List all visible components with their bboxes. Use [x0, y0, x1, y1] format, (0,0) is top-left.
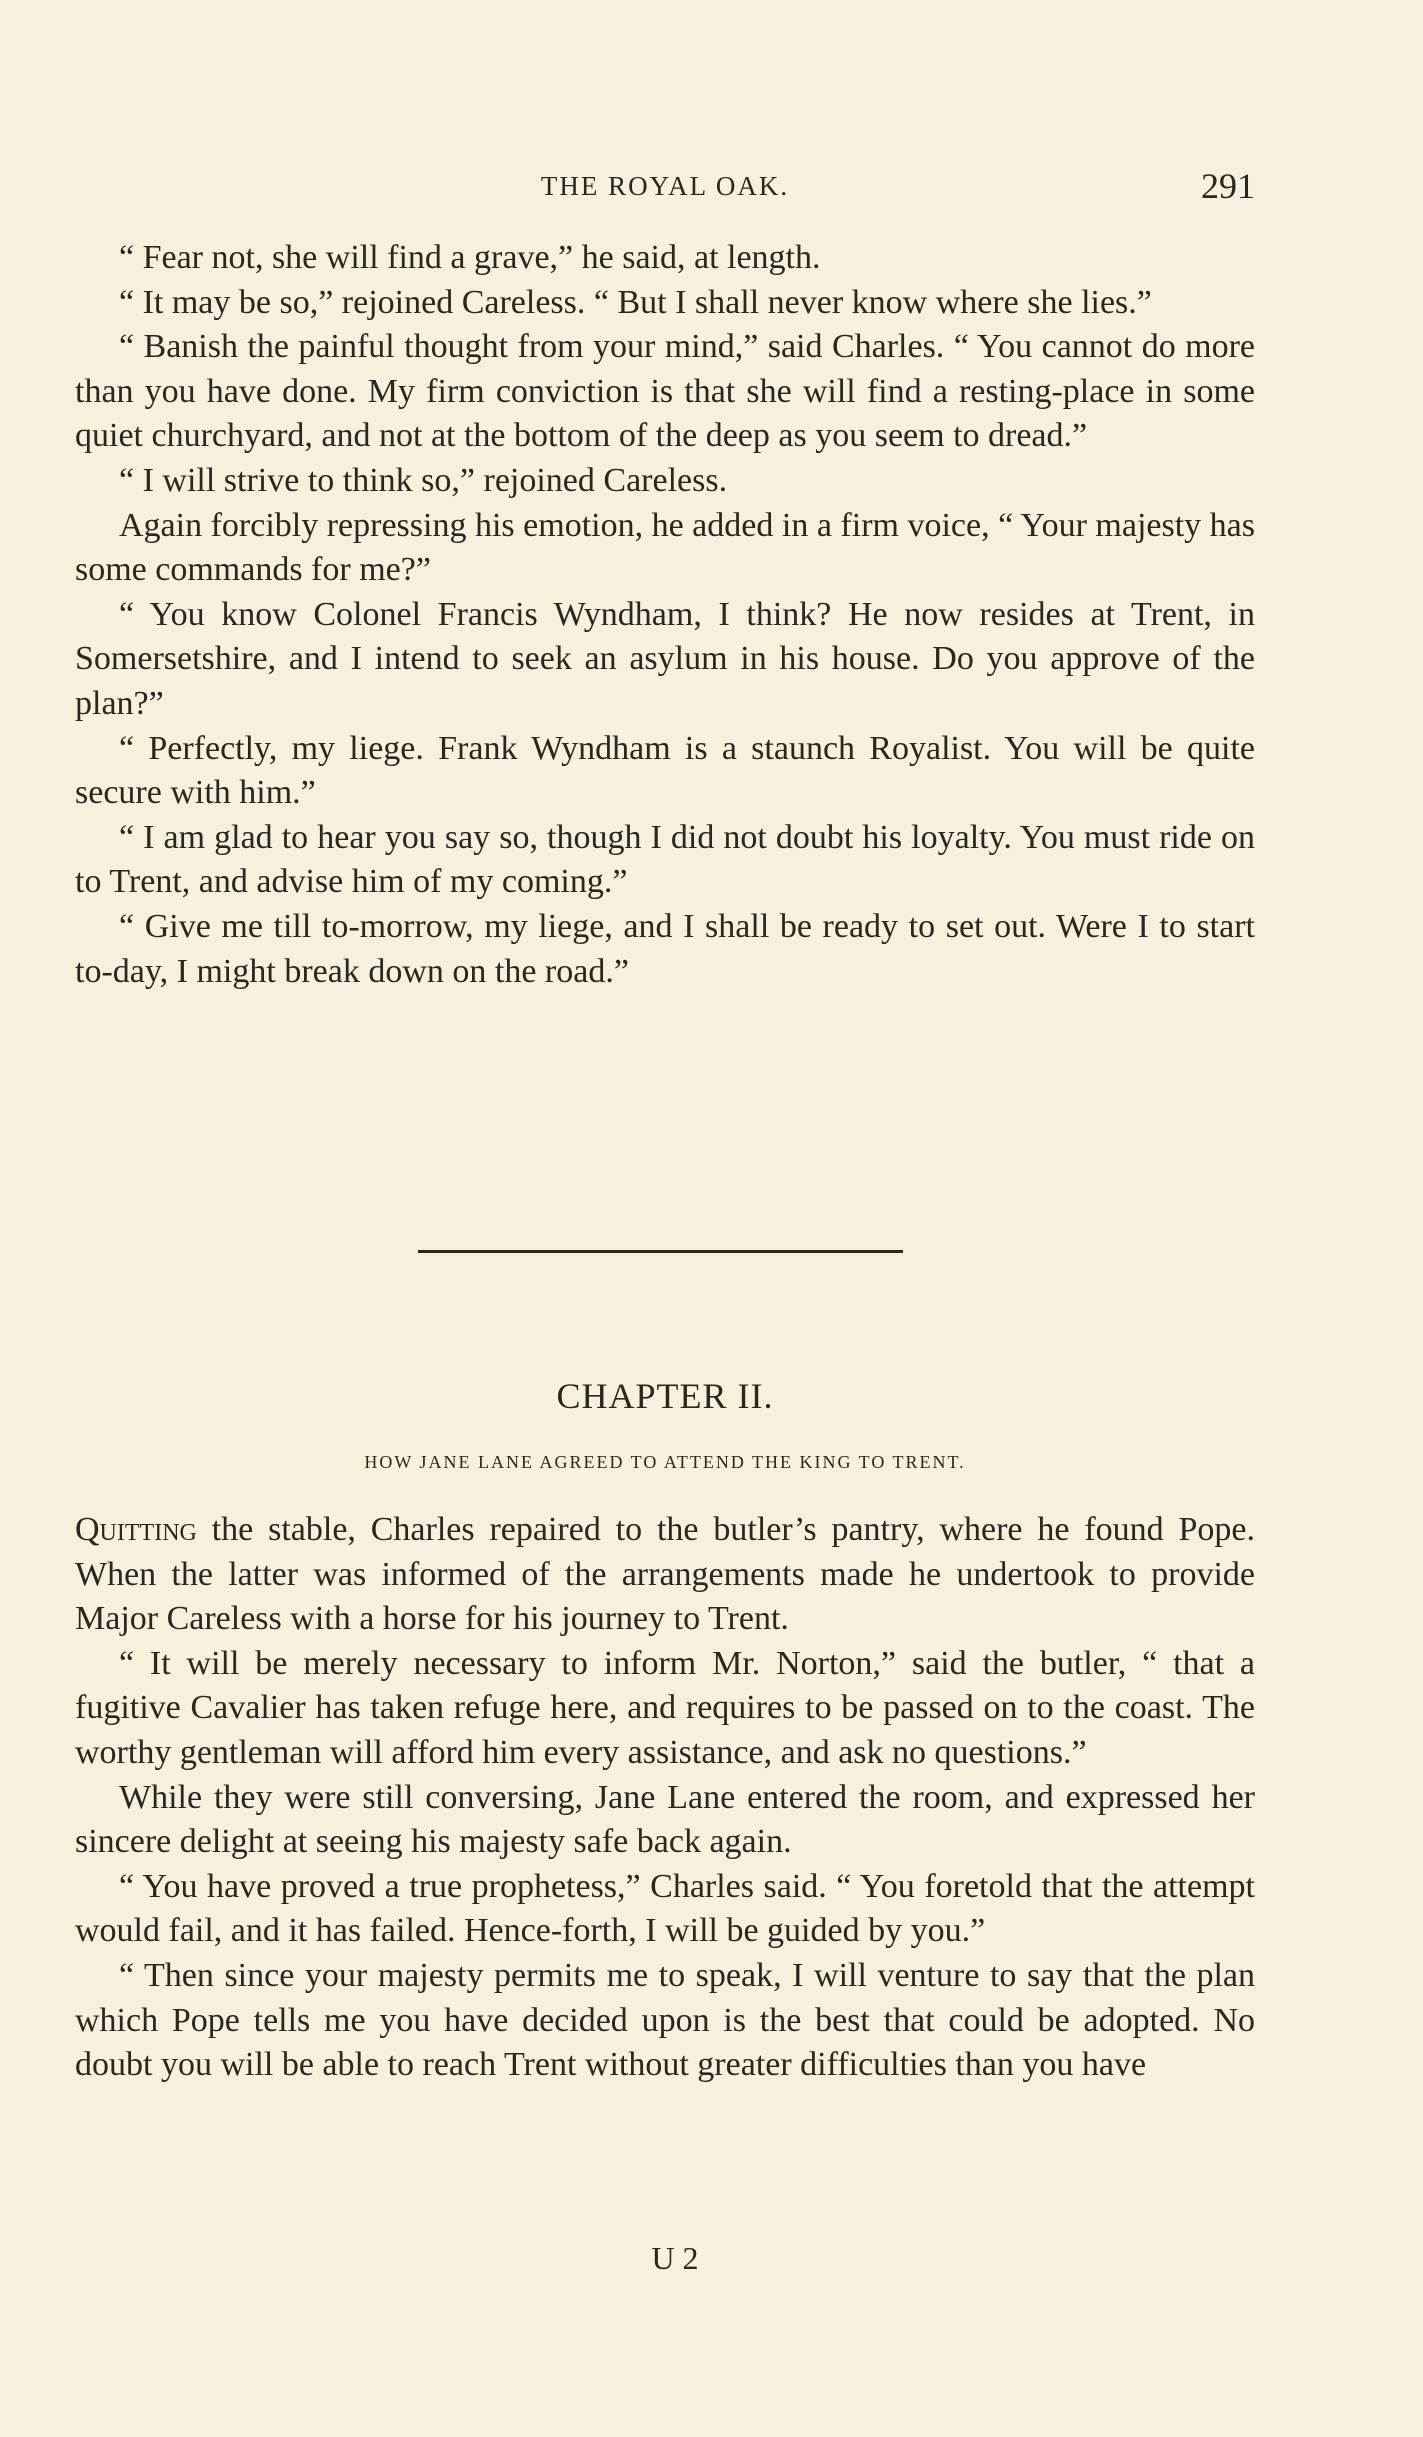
chapter-opening-paragraph — [75, 1508, 1255, 1642]
section-divider — [418, 1250, 903, 1253]
paragraph: “ You have proved a true prophetess,” Charles said. “ You foretold that the attempt would fail, and it has failed. Hence-forth, I will be guided by you.” — [75, 1867, 1255, 1950]
paragraph: “ Perfectly, my liege. Frank Wyndham is a staunch Royalist. You will be quite secure with him.” — [75, 729, 1255, 812]
chapter-title: CHAPTER II. — [556, 1376, 774, 1416]
dialogue-section — [75, 236, 1255, 994]
signature-mark: U 2 — [651, 2240, 699, 2276]
page-number: 291 — [1201, 166, 1255, 206]
paragraph: “ Banish the painful thought from your mind,” said Charles. “ You cannot do more than you have done. My firm conviction is that she will find a resting-place in some quiet churchyard, and not at the bottom of the deep as you seem to dread.” — [75, 328, 1255, 455]
paragraph: “ It will be merely necessary to inform Mr. Norton,” said the butler, “ that a fugitive Cavalier has taken refuge here, and requires to be passed on to the coast. The worthy gentleman will afford him every assistance, and ask no questions.” — [75, 1644, 1255, 1771]
paragraph: “ Then since your majesty permits me to speak, I will venture to say that the plan which Pope tells me you have decided upon is the best that could be adopted. No doubt you will be able to reach Trent without greater difficulties than you have — [75, 1956, 1255, 2084]
paragraph: “ Fear not, she will find a grave,” he said, at length. — [119, 239, 821, 276]
paragraph: Again forcibly repressing his emotion, he added in a firm voice, “ Your majesty has some commands for me?” — [75, 506, 1255, 589]
running-head — [75, 165, 1255, 210]
chapter-subtitle: HOW JANE LANE AGREED TO ATTEND THE KING TO TRENT. — [364, 1452, 966, 1472]
paragraph: “ You know Colonel Francis Wyndham, I think? He now resides at Trent, in Somersetshire, and I intend to seek an asylum in his house. Do you approve of the plan?” — [75, 595, 1255, 722]
running-title: THE ROYAL OAK. — [540, 171, 790, 201]
chapter-opening-word: Quitting — [75, 1511, 197, 1548]
paragraph: While they were still conversing, Jane Lane entered the room, and expressed her sincere delight at seeing his majesty safe back again. — [75, 1778, 1255, 1861]
paragraph: “ Give me till to-morrow, my liege, and I shall be ready to set out. Were I to start to-day, I might break down on the road.” — [75, 907, 1255, 990]
paragraph: “ I am glad to hear you say so, though I did not doubt his loyalty. You must ride on to Trent, and advise him of my coming.” — [75, 818, 1255, 901]
paragraph: “ I will strive to think so,” rejoined Careless. — [119, 461, 728, 499]
chapter-body — [75, 1508, 1255, 2088]
chapter-opening-text: the stable, Charles repaired to the butler’s pantry, where he found Pope. When the latter was informed of the arrangements made he undertook to provide Major Careless with a horse for his journey to Trent. — [75, 1511, 1255, 1638]
paragraph: “ It may be so,” rejoined Careless. “ But I shall never know where she lies.” — [119, 283, 1152, 321]
